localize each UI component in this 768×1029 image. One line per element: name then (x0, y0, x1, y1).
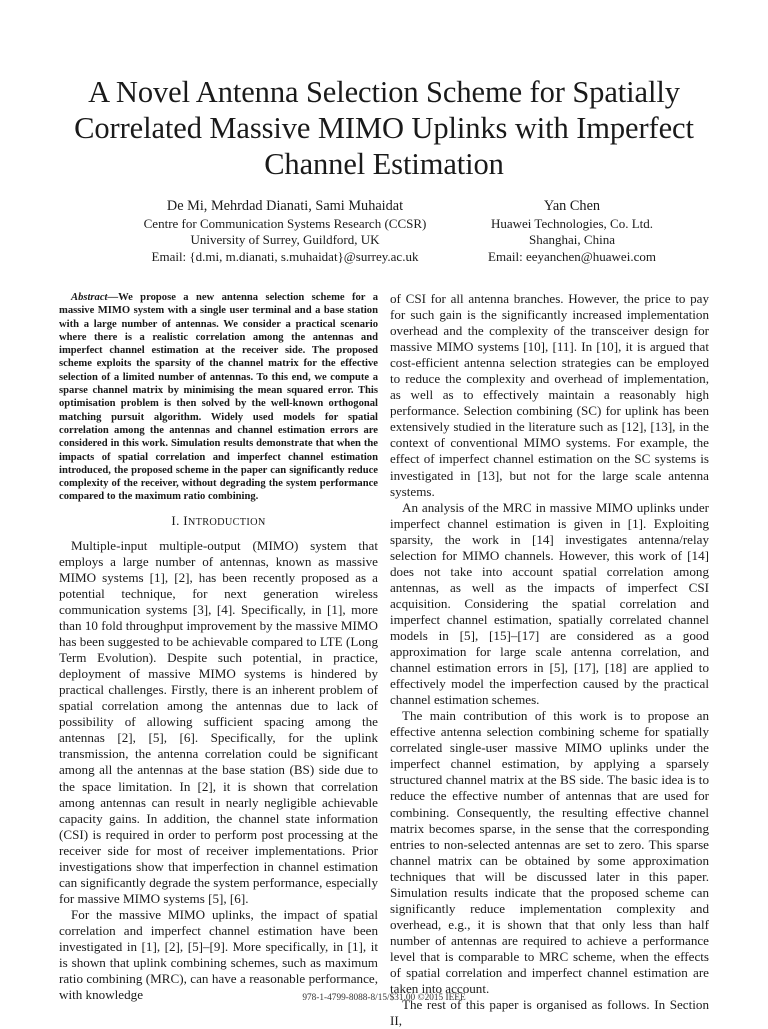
abstract-text: —We propose a new antenna selection scheme for a massive MIMO system with a single user terminal and a base station with a large number of antennas. We consider a practical scenario where there is a realistic correlation among the antennas and imperfect channel estimation at the receiver side. The proposed scheme exploits the sparsity of the channel matrix for the effective selection of a limited number of antennas. To this end, we compute a sparse channel matrix by minimising the mean squared error. This optimisation problem is then solved by the well-known orthogonal matching pursuit algorithm. Widely used models for spatial correlation among the antennas and channel estimation errors are considered in this work. Simulation results demonstrate that when the impacts of spatial correlation and imperfect channel estimation introduced, the proposed scheme in the paper can significantly reduce complexity of the receiver, without degrading the system performance compared to the maximum ratio combining. (59, 292, 378, 503)
body-paragraph: The main contribution of this work is to propose an effective antenna selection combining scheme for spatially correlated single-user massive MIMO uplinks under the imperfect channel estimation, by applying a sparsely structured channel matrix at the BS side. The basic idea is to reduce the effective number of antennas that are used for combining. Consequently, the resulting effective channel matrix becomes sparse, in the sense that the corresponding entries to non-selected antennas are set to zero. This sparse channel matrix can be obtained by some approximation techniques that will be discussed later in this paper. Simulation results indicate that the proposed scheme can significantly reduce implementation complexity and overhead, e.g., it is shown that that only less than half number of antennas are required to achieve a performance level that is comparable to MRC scheme, when the effects of spatial correlation and imperfect channel estimation are taken into account. (390, 708, 709, 997)
abstract (59, 291, 378, 504)
section-title-rest: NTRODUCTION (187, 516, 266, 528)
section-initial: I (183, 512, 188, 528)
author-block-right (452, 198, 692, 265)
body-paragraph: The rest of this paper is organised as follows. In Section II, (390, 997, 709, 1029)
author-institution: University of Surrey, Guildford, UK (190, 232, 380, 248)
body-paragraph: For the massive MIMO uplinks, the impact of spatial correlation and imperfect channel estimation have been investigated in [1], [2], [5]–[9]. More specifically, in [1], it is shown that uplink combining schemes, such as maximum ratio combining (MRC), can have a reasonable performance, with knowledge (59, 906, 378, 1003)
section-heading-introduction (59, 513, 378, 531)
right-column (390, 291, 709, 1029)
body-paragraph: Multiple-input multiple-output (MIMO) system that employs a large number of antennas, known as massive MIMO systems [1], [2], has been recently proposed as a potential technique, for next generation wireless communication systems [3], [4]. Specifically, in [1], more than 10 fold throughput improvement by the massive MIMO has been suggested to be achievable compared to LTE (Long Term Evolution). Despite such potential, in practice, deployment of massive MIMO systems is hindered by practical challenges. Firstly, there is an inherent problem of spatial correlation among the antennas due to lack of possibility of allowing sufficient spacing among the antennas [2], [5], [6]. Specifically, for the uplink transmission, the antenna correlation could be significant among all the antennas at the base station (BS) side due to the space limitation. In [2], it is shown that correlation among antennas can result in nearly negligible achievable capacity gains. In addition, the channel state information (CSI) is required in order to perform post processing at the receiver side for most of receiver implementations. Prior investigations show that imperfection in channel estimation can significantly degrade the system performance, especially for massive MIMO systems [5], [6]. (59, 537, 378, 906)
body-paragraph: of CSI for all antenna branches. However, the price to pay for such gain is the significantly increased implementation overhead and the complexity of the transceiver design for massive MIMO systems [10], [11]. In [10], it is argued that cost-efficient antenna selection strategies can be employed to reduce the complexity and overhead of implementation, as well as to effectively maintain a reasonably high performance. Selection combining (SC) for uplink has been extensively studied in the literature such as [12], [13], in the context of conventional MIMO systems. For example, the effect of imperfect channel estimation on the SC systems is investigated in [13], but not for the large scale antenna systems. (390, 291, 709, 499)
body-paragraph: An analysis of the MRC in massive MIMO uplinks under imperfect channel estimation is given in [1]. Exploiting sparsity, the work in [14] investigates antenna/relay selection for MIMO channels. However, this work of [14] does not take into account spatial correlation among antennas, as well as the impacts of imperfect CSI acquisition. Considering the spatial correlation and imperfect channel estimation, spatially correlated channel models in [5], [15]–[17] are considered as a good approximation for large scale antenna correlation, and channel estimation errors in [5], [17], [18] are applied to effectively model the imperfection caused by the practical channel estimation schemes. (390, 499, 709, 708)
abstract-label: Abstract (71, 292, 108, 303)
author-affiliation: Huawei Technologies, Co. Ltd. (490, 215, 654, 231)
author-institution: Shanghai, China (529, 232, 615, 248)
copyright-footer: 978-1-4799-8088-8/15/$31.00 ©2015 IEEE (302, 993, 466, 1003)
author-email: Email: {d.mi, m.dianati, s.muhaidat}@surrey.ac.uk (151, 248, 419, 264)
section-number: I. (171, 512, 184, 528)
author-names: De Mi, Mehrdad Dianati, Sami Muhaidat (166, 198, 404, 214)
paper-title: A Novel Antenna Selection Scheme for Spatially Correlated Massive MIMO Uplinks with Imperfect Channel Estimation (74, 75, 694, 181)
left-column (59, 291, 378, 1003)
author-names: Yan Chen (543, 198, 601, 214)
author-block-left (100, 198, 470, 265)
author-affiliation: Centre for Communication Systems Research (CCSR) (143, 215, 427, 231)
author-email: Email: eeyanchen@huawei.com (488, 248, 656, 264)
